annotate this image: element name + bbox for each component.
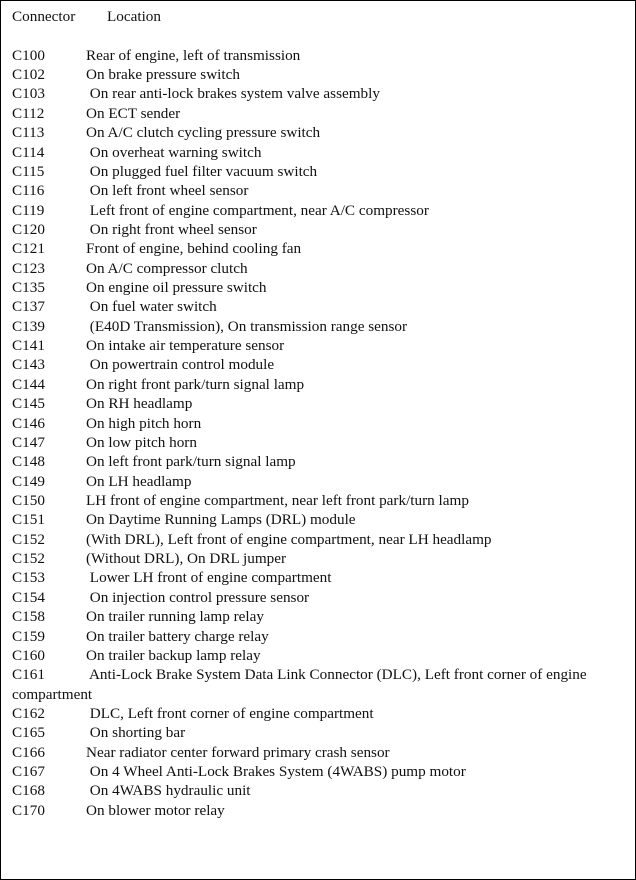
connector-row <box>12 317 626 336</box>
connector-location: On high pitch horn <box>86 414 202 432</box>
connector-row <box>12 143 626 162</box>
connector-location: On powertrain control module <box>86 356 275 374</box>
connector-row <box>12 414 626 433</box>
connector-row <box>12 220 626 239</box>
connector-location: On rear anti-lock brakes system valve assembly <box>86 85 380 103</box>
connector-location: On blower motor relay <box>86 801 225 819</box>
connector-row <box>12 375 626 394</box>
connector-code: C158 <box>12 608 45 626</box>
connector-location: On brake pressure switch <box>86 66 240 84</box>
connector-location: On A/C compressor clutch <box>86 259 248 277</box>
connector-code: C135 <box>12 279 45 297</box>
connector-row <box>12 104 626 123</box>
connector-code: C168 <box>12 782 45 800</box>
connector-code: C139 <box>12 317 45 335</box>
connector-row <box>12 297 626 316</box>
connector-location: On Daytime Running Lamps (DRL) module <box>86 511 356 529</box>
connector-code: C123 <box>12 259 45 277</box>
connector-location: On ECT sender <box>86 104 181 122</box>
connector-code: C119 <box>12 201 45 219</box>
connector-location: Near radiator center forward primary crash sensor <box>86 743 390 761</box>
connector-location: On right front wheel sensor <box>86 220 257 238</box>
connector-code: C161 <box>12 666 45 684</box>
connector-code: C113 <box>12 124 45 142</box>
connector-row <box>12 723 626 742</box>
connector-code: C160 <box>12 646 45 664</box>
connector-row <box>12 627 626 646</box>
connector-row <box>12 781 626 800</box>
connector-list <box>12 7 626 820</box>
connector-location: On trailer backup lamp relay <box>86 646 261 664</box>
connector-code: C166 <box>12 743 45 761</box>
connector-code: C148 <box>12 453 45 471</box>
connector-row <box>12 336 626 355</box>
connector-row <box>12 743 626 762</box>
connector-code: C151 <box>12 511 45 529</box>
connector-code: C167 <box>12 763 45 781</box>
connector-code: C137 <box>12 298 45 316</box>
connector-location: On shorting bar <box>86 724 186 742</box>
connector-location: On fuel water switch <box>86 298 217 316</box>
connector-row <box>12 491 626 510</box>
header-connector: Connector <box>12 8 76 25</box>
connector-code: C141 <box>12 337 45 355</box>
connector-row <box>12 162 626 181</box>
connector-code: C162 <box>12 704 45 722</box>
connector-rows <box>12 46 626 820</box>
connector-row <box>12 665 626 704</box>
blank-line <box>12 26 626 45</box>
connector-code: C143 <box>12 356 45 374</box>
connector-code: C112 <box>12 104 45 122</box>
connector-location: (Without DRL), On DRL jumper <box>86 550 287 568</box>
connector-code: C147 <box>12 433 45 451</box>
connector-location: Anti-Lock Brake System Data Link Connector (DLC), Left front corner of engine compartment <box>12 666 591 703</box>
connector-row <box>12 123 626 142</box>
connector-location: On left front park/turn signal lamp <box>86 453 296 471</box>
column-headers <box>12 7 626 26</box>
connector-location: On overheat warning switch <box>86 143 262 161</box>
connector-code: C153 <box>12 569 45 587</box>
connector-row <box>12 181 626 200</box>
connector-row <box>12 259 626 278</box>
connector-location: On low pitch horn <box>86 433 197 451</box>
connector-row <box>12 278 626 297</box>
connector-row <box>12 394 626 413</box>
connector-code: C116 <box>12 182 45 200</box>
connector-code: C120 <box>12 220 45 238</box>
connector-code: C152 <box>12 530 45 548</box>
connector-location: LH front of engine compartment, near left front park/turn lamp <box>86 491 469 509</box>
connector-code: C115 <box>12 162 45 180</box>
connector-row <box>12 549 626 568</box>
connector-location: Left front of engine compartment, near A/C compressor <box>86 201 429 219</box>
connector-code: C165 <box>12 724 45 742</box>
header-location: Location <box>107 8 161 25</box>
connector-row <box>12 201 626 220</box>
connector-location: On trailer running lamp relay <box>86 608 264 626</box>
connector-location: DLC, Left front corner of engine compartment <box>86 704 374 722</box>
connector-location: On injection control pressure sensor <box>86 588 310 606</box>
connector-row <box>12 355 626 374</box>
connector-location: (E40D Transmission), On transmission range sensor <box>86 317 408 335</box>
connector-row <box>12 239 626 258</box>
connector-location: On plugged fuel filter vacuum switch <box>86 162 318 180</box>
connector-location: On engine oil pressure switch <box>86 279 267 297</box>
connector-code: C114 <box>12 143 45 161</box>
connector-code: C146 <box>12 414 45 432</box>
connector-row <box>12 452 626 471</box>
connector-row <box>12 84 626 103</box>
connector-code: C103 <box>12 85 45 103</box>
connector-row <box>12 646 626 665</box>
connector-code: C144 <box>12 375 45 393</box>
connector-location: On 4WABS hydraulic unit <box>86 782 251 800</box>
connector-row <box>12 530 626 549</box>
connector-location: On trailer battery charge relay <box>86 627 269 645</box>
connector-code: C154 <box>12 588 45 606</box>
connector-row <box>12 762 626 781</box>
connector-location: On 4 Wheel Anti-Lock Brakes System (4WABS) pump motor <box>86 763 466 781</box>
connector-location: On left front wheel sensor <box>86 182 249 200</box>
connector-code: C121 <box>12 240 45 258</box>
connector-row <box>12 588 626 607</box>
connector-row <box>12 607 626 626</box>
connector-location: On right front park/turn signal lamp <box>86 375 305 393</box>
connector-location: On A/C clutch cycling pressure switch <box>86 124 321 142</box>
connector-location: Lower LH front of engine compartment <box>86 569 332 587</box>
connector-row <box>12 46 626 65</box>
connector-code: C100 <box>12 46 45 64</box>
connector-code: C159 <box>12 627 45 645</box>
connector-code: C150 <box>12 491 45 509</box>
connector-code: C102 <box>12 66 45 84</box>
connector-row <box>12 704 626 723</box>
connector-row <box>12 433 626 452</box>
connector-code: C170 <box>12 801 45 819</box>
connector-location: Rear of engine, left of transmission <box>86 46 301 64</box>
connector-code: C149 <box>12 472 45 490</box>
connector-row <box>12 510 626 529</box>
connector-row <box>12 65 626 84</box>
connector-code: C152 <box>12 550 45 568</box>
connector-row <box>12 801 626 820</box>
connector-location: On LH headlamp <box>86 472 192 490</box>
connector-row <box>12 568 626 587</box>
connector-location: (With DRL), Left front of engine compartment, near LH headlamp <box>86 530 492 548</box>
connector-code: C145 <box>12 395 45 413</box>
connector-location: On intake air temperature sensor <box>86 337 285 355</box>
connector-location: Front of engine, behind cooling fan <box>86 240 302 258</box>
connector-location: On RH headlamp <box>86 395 193 413</box>
connector-row <box>12 472 626 491</box>
